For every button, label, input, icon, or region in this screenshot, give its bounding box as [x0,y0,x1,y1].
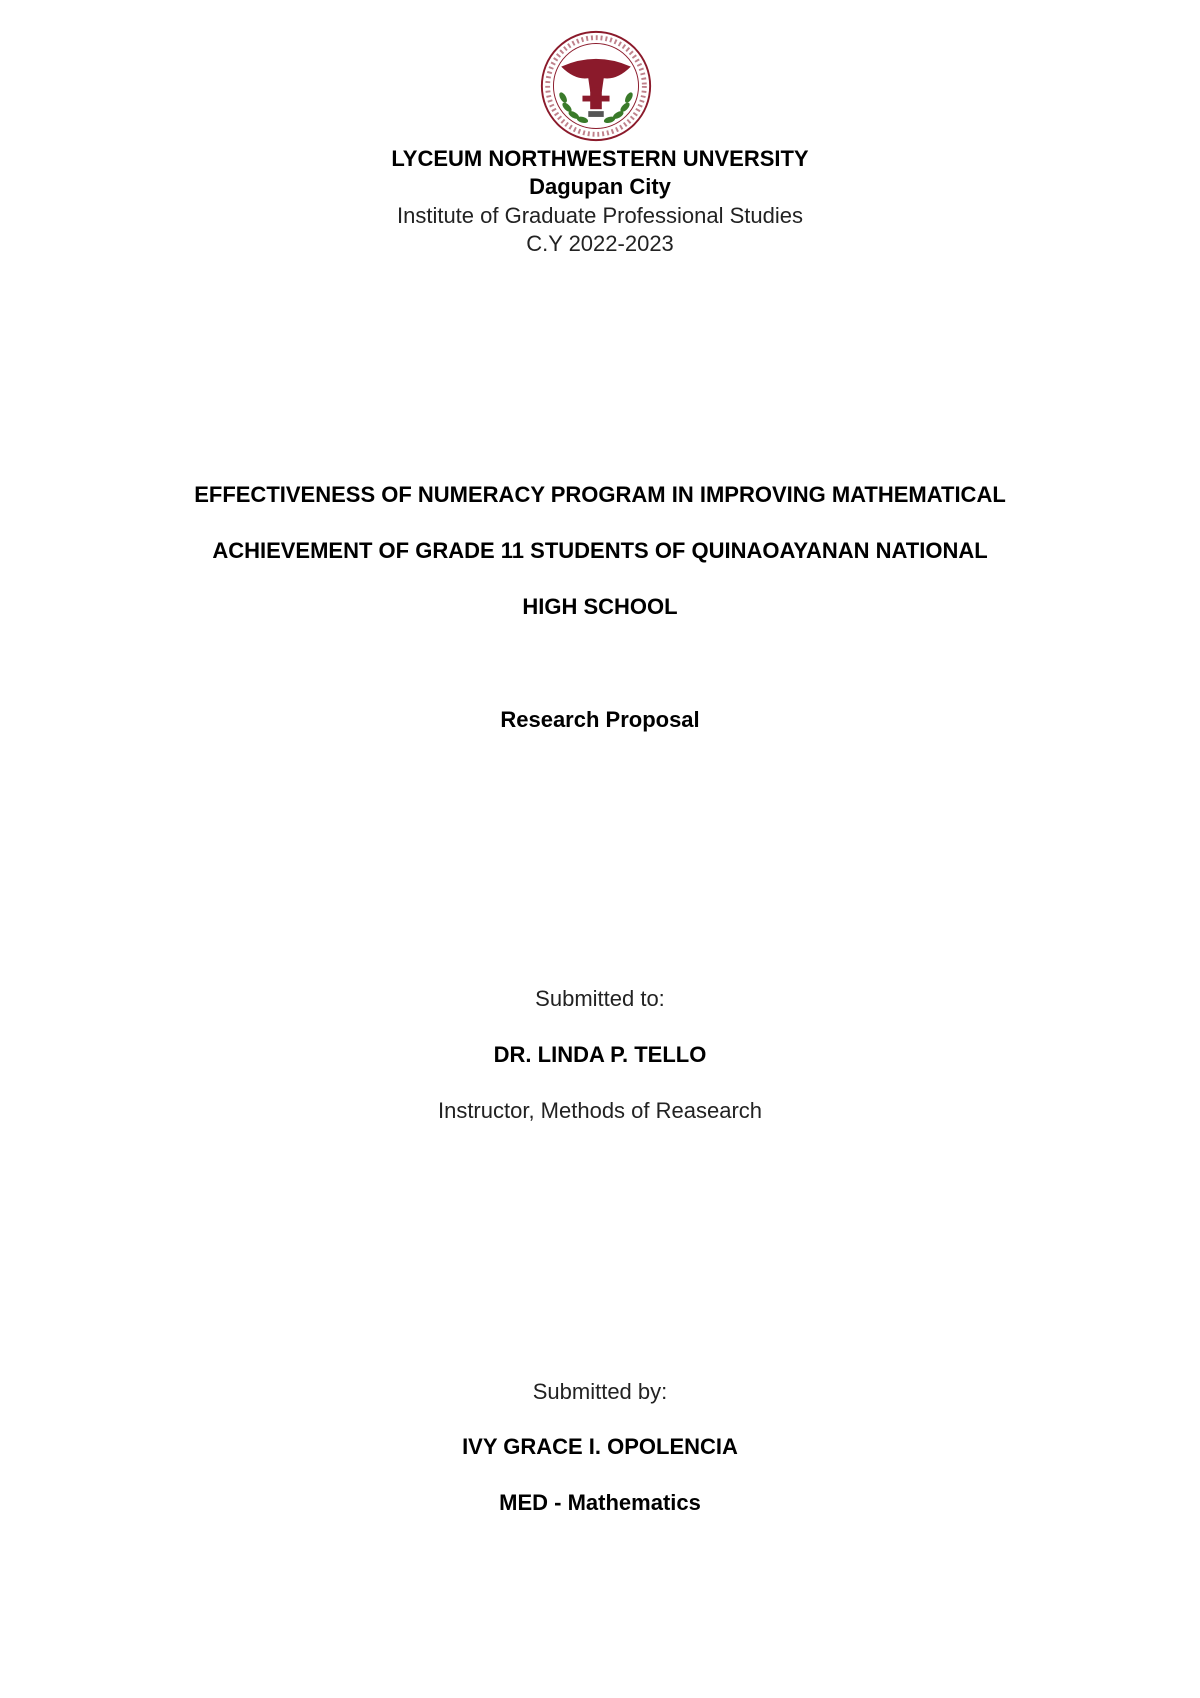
university-city: Dagupan City [529,174,671,199]
submitted-to-name: DR. LINDA P. TELLO [493,1042,707,1067]
title-line-2: ACHIEVEMENT OF GRADE 11 STUDENTS OF QUINAOAYANAN NATIONAL [212,538,988,563]
university-name: LYCEUM NORTHWESTERN UNVERSITY [391,146,809,171]
school-year: C.Y 2022-2023 [526,231,674,256]
submitted-to-position: Instructor, Methods of Reasearch [437,1098,763,1123]
document-type: Research Proposal [500,707,700,732]
submitted-to-label: Submitted to: [535,986,665,1011]
institute-name: Institute of Graduate Professional Studies [396,203,803,228]
title-line-1: EFFECTIVENESS OF NUMERACY PROGRAM IN IMPROVING MATHEMATICAL [194,482,1006,507]
university-seal-logo [537,28,655,144]
submitted-by-name: IVY GRACE I. OPOLENCIA [462,1434,738,1459]
title-line-3: HIGH SCHOOL [522,594,678,619]
submitted-by-label: Submitted by: [532,1379,668,1404]
submitted-by-program: MED - Mathematics [499,1490,701,1515]
